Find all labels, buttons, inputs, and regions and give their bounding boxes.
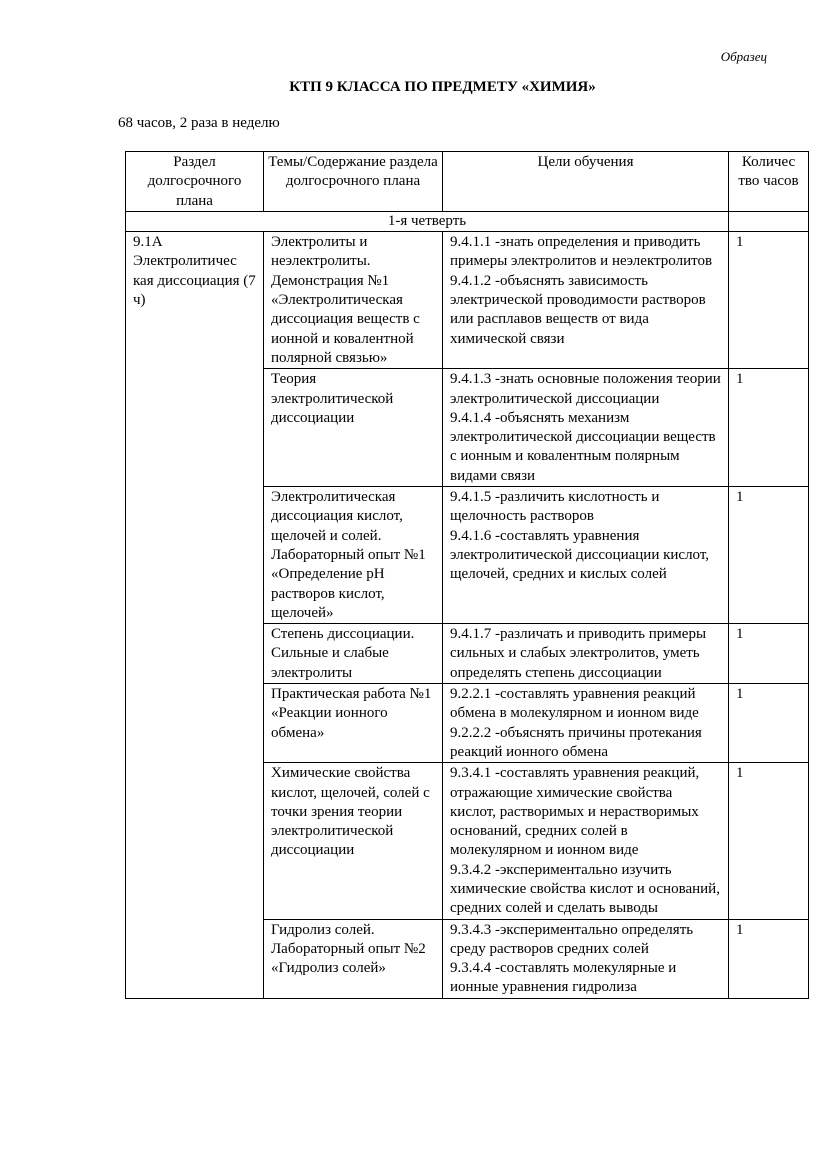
goal-item: 9.4.1.1 -знать определения и приводить примеры электролитов и неэлектролитов bbox=[450, 234, 713, 270]
goal-item: 9.4.1.5 -различить кислотность и щелочность растворов bbox=[450, 489, 660, 525]
topic-cell: Теория электролитической диссоциации bbox=[264, 369, 443, 487]
topic-cell: Гидролиз солей. Лабораторный опыт №2 «Гидролиз солей» bbox=[264, 919, 443, 998]
goals-cell bbox=[443, 684, 729, 763]
goals-cell bbox=[443, 232, 729, 369]
hours-cell: 1 bbox=[729, 624, 809, 684]
goal-item: 9.3.4.1 -составлять уравнения реакций, отражающие химические свойства кислот, растворимых и нерастворимых оснований, средних солей в молекулярном и ионном виде bbox=[450, 765, 700, 859]
hours-cell: 1 bbox=[729, 919, 809, 998]
document-title: КТП 9 КЛАССА ПО ПРЕДМЕТУ «ХИМИЯ» bbox=[289, 79, 596, 95]
topic-cell: Электролиты и неэлектролиты. Демонстрация №1 «Электролитическая диссоциация веществ с ионной и ковалентной полярной связью» bbox=[264, 232, 443, 369]
goal-item: 9.4.1.2 -объяснять зависимость электрической проводимости растворов или расплавов веществ от вида химической связи bbox=[450, 272, 706, 347]
goal-item: 9.4.1.6 -составлять уравнения электролитической диссоциации кислот, щелочей, средних и кислых солей bbox=[450, 527, 710, 583]
goal-item: 9.2.2.1 -составлять уравнения реакций обмена в молекулярном и ионном виде bbox=[450, 686, 699, 722]
hours-cell: 1 bbox=[729, 763, 809, 919]
hours-info: 68 часов, 2 раза в неделю bbox=[118, 115, 280, 131]
column-header-topic: Темы/Содержание раздела долгосрочного плана bbox=[264, 152, 443, 212]
quarter-label: 1-я четверть bbox=[126, 211, 729, 231]
column-header-section: Раздел долгосрочного плана bbox=[126, 152, 264, 212]
goals-cell bbox=[443, 919, 729, 998]
goals-cell bbox=[443, 369, 729, 487]
goal-item: 9.4.1.7 -различать и приводить примеры сильных и слабых электролитов, уметь определять степень диссоциации bbox=[450, 626, 707, 681]
goals-cell bbox=[443, 487, 729, 624]
topic-cell: Электролитическая диссоциация кислот, щелочей и солей. Лабораторный опыт №1 «Определение рН растворов кислот, щелочей» bbox=[264, 487, 443, 624]
topic-cell: Химические свойства кислот, щелочей, солей с точки зрения теории электролитической диссоциации bbox=[264, 763, 443, 919]
section-cell: 9.1А Электролитичес кая диссоциация (7 ч) bbox=[126, 232, 264, 999]
curriculum-table bbox=[125, 151, 809, 999]
hours-cell: 1 bbox=[729, 369, 809, 487]
topic-cell: Степень диссоциации. Сильные и слабые электролиты bbox=[264, 624, 443, 684]
topic-cell: Практическая работа №1 «Реакции ионного обмена» bbox=[264, 684, 443, 763]
table-header-row bbox=[126, 152, 809, 212]
goals-cell bbox=[443, 624, 729, 684]
table-row bbox=[126, 232, 809, 369]
goal-item: 9.2.2.2 -объяснять причины протекания реакций ионного обмена bbox=[450, 724, 702, 760]
hours-cell: 1 bbox=[729, 684, 809, 763]
sample-label: Образец bbox=[720, 49, 767, 64]
hours-cell: 1 bbox=[729, 232, 809, 369]
column-header-hours: Количес тво часов bbox=[729, 152, 809, 212]
quarter-row bbox=[126, 211, 809, 231]
goals-cell bbox=[443, 763, 729, 919]
goal-item: 9.4.1.3 -знать основные положения теории электролитической диссоциации bbox=[450, 371, 721, 407]
hours-cell: 1 bbox=[729, 487, 809, 624]
column-header-goals: Цели обучения bbox=[443, 152, 729, 212]
quarter-hours-cell bbox=[729, 211, 809, 231]
goal-item: 9.4.1.4 -объяснять механизм электролитической диссоциации веществ с ионным и ковалентным полярным видами связи bbox=[450, 409, 716, 484]
goal-item: 9.3.4.3 -экспериментально определять среду растворов средних солей bbox=[450, 921, 694, 957]
goal-item: 9.3.4.4 -составлять молекулярные и ионные уравнения гидролиза bbox=[450, 960, 677, 996]
goal-item: 9.3.4.2 -экспериментально изучить химические свойства кислот и оснований, средних солей и сделать выводы bbox=[450, 861, 720, 917]
